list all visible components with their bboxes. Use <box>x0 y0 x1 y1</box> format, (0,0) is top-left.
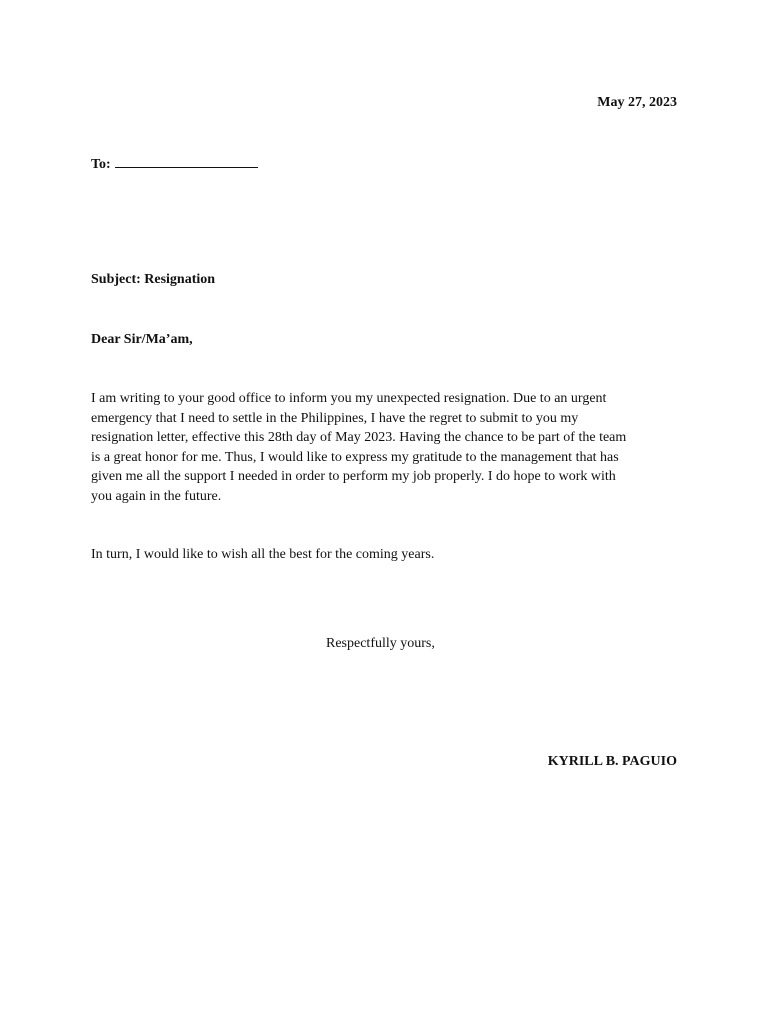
salutation: Dear Sir/Ma’am, <box>91 332 193 347</box>
recipient-blank <box>115 153 258 168</box>
body-paragraph <box>91 389 681 506</box>
body-line: emergency that I need to settle in the Philippines, I have the regret to submit to you my <box>91 410 579 426</box>
closing: Respectfully yours, <box>326 636 435 651</box>
recipient-line <box>91 153 258 175</box>
letter-date: May 27, 2023 <box>597 95 677 110</box>
body-line: is a great honor for me. Thus, I would like to express my gratitude to the management that has <box>91 449 619 465</box>
subject-line: Subject: Resignation <box>91 272 216 287</box>
body-line: given me all the support I needed in order to perform my job properly. I do hope to work with <box>91 469 616 484</box>
closing-wish: In turn, I would like to wish all the best for the coming years. <box>91 547 435 562</box>
recipient-label: To: <box>91 157 111 172</box>
body-line: you again in the future. <box>91 488 222 504</box>
body-line: resignation letter, effective this 28th day of May 2023. Having the chance to be part of the team <box>91 430 627 445</box>
signature-name: KYRILL B. PAGUIO <box>547 754 677 769</box>
body-line: I am writing to your good office to inform you my unexpected resignation. Due to an urgent <box>91 391 607 406</box>
